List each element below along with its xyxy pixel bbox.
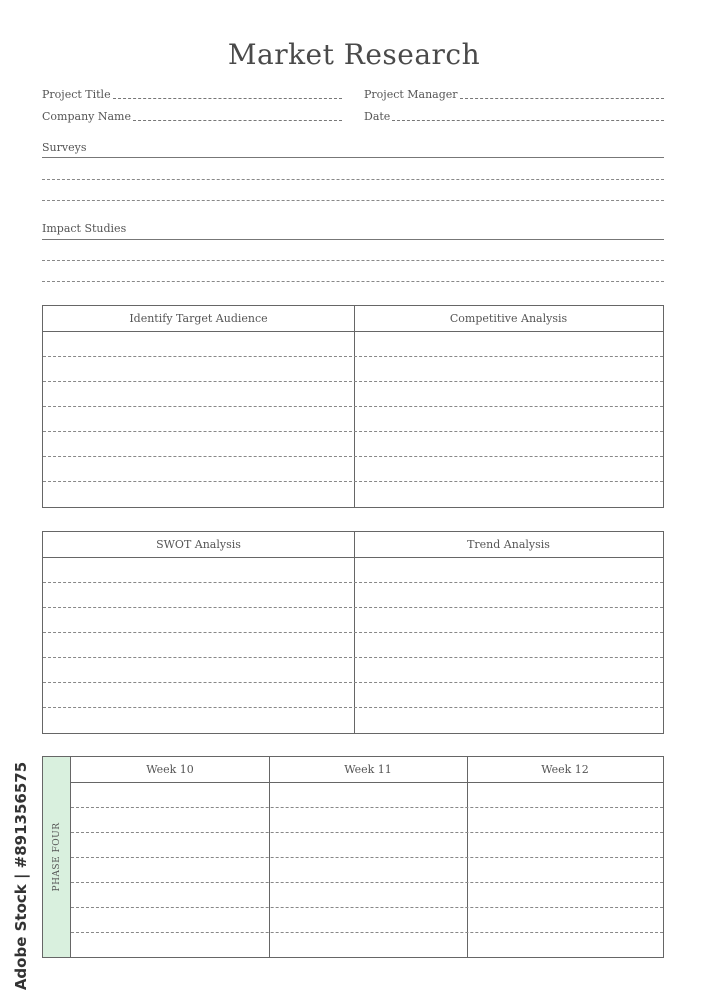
impact-studies-line[interactable]	[42, 281, 664, 282]
surveys-label: Surveys	[42, 141, 87, 154]
table-row[interactable]	[71, 807, 663, 808]
table-row[interactable]	[71, 907, 663, 908]
audience-competitive-table	[42, 305, 664, 508]
table-row[interactable]	[43, 682, 663, 683]
table-row[interactable]	[43, 632, 663, 633]
table-row[interactable]	[43, 381, 663, 382]
page-title: Market Research	[227, 38, 481, 71]
impact-studies-underline	[42, 239, 664, 240]
company-name-field[interactable]	[42, 107, 342, 123]
phase-label: PHASE FOUR	[51, 822, 62, 892]
week-header: Week 12	[467, 757, 663, 783]
table-row[interactable]	[71, 932, 663, 933]
watermark-text: Adobe Stock | #891356575	[12, 761, 30, 991]
project-manager-field[interactable]	[364, 85, 664, 101]
project-title-line[interactable]	[113, 98, 342, 99]
trend-header: Trend Analysis	[354, 532, 663, 558]
table-row[interactable]	[43, 707, 663, 708]
project-title-field[interactable]	[42, 85, 342, 101]
surveys-line[interactable]	[42, 200, 664, 201]
stock-watermark	[4, 762, 38, 990]
table-row[interactable]	[43, 481, 663, 482]
project-manager-label: Project Manager	[364, 88, 458, 101]
table-row[interactable]	[43, 431, 663, 432]
table-row[interactable]	[43, 582, 663, 583]
swot-trend-table	[42, 531, 664, 734]
project-manager-line[interactable]	[460, 98, 664, 99]
impact-studies-line[interactable]	[42, 260, 664, 261]
phase-strip	[43, 757, 71, 957]
date-label: Date	[364, 110, 391, 123]
project-title-label: Project Title	[42, 88, 111, 101]
table-row[interactable]	[43, 657, 663, 658]
competitive-header: Competitive Analysis	[354, 306, 663, 332]
table-row[interactable]	[71, 832, 663, 833]
audience-header: Identify Target Audience	[43, 306, 354, 332]
date-line[interactable]	[392, 120, 664, 121]
table-row[interactable]	[71, 857, 663, 858]
impact-studies-label: Impact Studies	[42, 222, 127, 235]
table-row[interactable]	[43, 456, 663, 457]
table-row[interactable]	[43, 607, 663, 608]
company-name-line[interactable]	[133, 120, 342, 121]
week-header: Week 11	[269, 757, 467, 783]
week-header: Week 10	[71, 757, 269, 783]
swot-header: SWOT Analysis	[43, 532, 354, 558]
phase-four-table	[42, 756, 664, 958]
table-row[interactable]	[43, 356, 663, 357]
date-field[interactable]	[364, 107, 664, 123]
company-name-label: Company Name	[42, 110, 131, 123]
surveys-underline	[42, 157, 664, 158]
table-row[interactable]	[71, 882, 663, 883]
table-row[interactable]	[43, 406, 663, 407]
surveys-line[interactable]	[42, 179, 664, 180]
